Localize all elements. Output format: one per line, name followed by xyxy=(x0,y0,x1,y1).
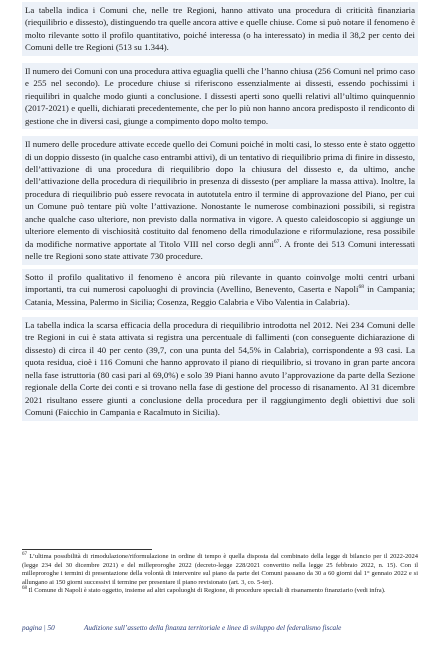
footnote-divider xyxy=(22,549,152,550)
footnote-68 xyxy=(22,587,418,596)
paragraph-3-text-a: Il numero delle procedure attivate eccede quello dei Comuni poiché in molti casi, lo stesso ente è stato oggetto di un doppio dissesto (in qualche caso entrambi attivi), di un tentativo di riequilibrio prima di finire in dissesto, dell’attivazione di una procedura di riequilibrio dopo la chiusura del dissesto e, da ultimo, anche dell’attivazione della procedura di riequilibrio in presenza di dissesto (per ampliare la massa attiva). Inoltre, la procedura di riequilibrio può essere revocata in autotutela entro il termine di approvazione del Piano, per cui un Comune può tentare più volte l’attivazione. Nonostante le numerose combinazioni possibili, si registra anche qualche caso ulteriore, non previsto dalla normativa in vigore. A questo caleidoscopio si aggiunge un ulteriore elemento di vischiosità costituito dal fenomeno della rimodulazione e riformulazione, resa possibile da modifiche normative apportate al Titolo VIII nel corso degli anni xyxy=(25,139,415,249)
footnotes xyxy=(22,549,418,596)
paragraph-3 xyxy=(22,136,418,265)
paragraph-4 xyxy=(22,269,418,310)
footnote-68-number: 68 xyxy=(22,585,27,591)
paragraph-5: La tabella indica la scarsa efficacia della procedura di riequilibrio introdotta nel 2012. Nei 234 Comuni delle tre Regioni in cui è stata attivata si registra una percentuale di fallimenti (con conseguente dichiarazione di dissesto) di circa il 40 per cento (39,7, con una punta del 54,5% in Calabria), corrispondente a 93 casi. La quota residua, cioè i 116 Comuni che hanno approvato il piano di riequilibrio, si trovano in gran parte ancora nella fase istruttoria (80 casi pari al 69,0%) e solo 39 Piani hanno avuto l’approvazione da parte della Sezione regionale della Corte dei conti e si trovano nella fase di gestione del processo di risanamento. Al 31 dicembre 2021 risultano essere giunti a conclusione della procedura per il raggiungimento degli obiettivi due soli Comuni (Faicchio in Campania e Racalmuto in Sicilia). xyxy=(22,317,418,421)
footnote-68-text: Il Comune di Napoli è stato oggetto, insieme ad altri capoluoghi di Regione, di procedure speciali di risanamento finanziario (vedi infra). xyxy=(27,587,386,594)
footer-title: Audizione sull’assetto della finanza territoriale e linee di sviluppo del federalismo fiscale xyxy=(84,624,342,632)
footnote-67-number: 67 xyxy=(22,551,27,557)
page-number: pagina | 50 xyxy=(22,624,55,632)
paragraph-4-text-a: Sotto il profilo qualitativo il fenomeno è ancora più rilevante in quanto coinvolge molti centri urbani importanti, tra cui numerosi capoluoghi di provincia (Avellino, Benevento, Caserta e Napoli xyxy=(25,271,415,295)
footnote-67-text: L’ultima possibilità di rimodulazione/riformulazione in ordine di tempo è quella disposta dal combinato della legge di bilancio per il 2022-2024 (legge 234 del 30 dicembre 2021) e del milleproroghe 2022 (decreto-legge 228/2021 convertito nella legge 25 febbraio 2022, n. 15). Con il milleproroghe i termini di presentazione della volontà di intervenire sul piano da parte dei Comuni passano da 30 a 60 giorni dal 1° gennaio 2022 e si allungano ai 150 giorni successivi il termine per presentare il piano revisionato (art. 3, co. 5-ter). xyxy=(22,553,418,586)
paragraph-3-text-b: . A fronte dei 513 Comuni interessati nelle tre Regioni sono state attivate 730 procedure. xyxy=(25,238,416,262)
footnote-67 xyxy=(22,553,418,587)
paragraph-2: Il numero dei Comuni con una procedura attiva eguaglia quelli che l’hanno chiusa (256 Comuni nel primo caso e 255 nel secondo). Le procedure chiuse si riferiscono essenzialmente ai dissesti, essendo pochissimi i riequilibri in qualche modo giunti a conclusione. I dissesti aperti sono quelli relativi all’ultimo quinquennio (2017-2021) e quelli, dichiarati precedentemente, che per lo più non hanno ancora predisposto il rendiconto di gestione che in diversi casi, giunge a compimento dopo molto tempo. xyxy=(22,63,418,129)
paragraph-1: La tabella indica i Comuni che, nelle tre Regioni, hanno attivato una procedura di criticità finanziaria (riequilibrio e dissesto), distinguendo tra quelle ancora attive e quelle chiuse. Come si può notare il fenomeno è molto rilevante sotto il profilo quantitativo, poiché interessa (o ha interessato) in media il 38,2 per cento dei Comuni delle tre Regioni (513 su 1.344). xyxy=(22,2,418,56)
footnote-ref-68[interactable]: 68 xyxy=(358,284,364,291)
body-text xyxy=(22,2,418,421)
footnote-ref-67[interactable]: 67 xyxy=(273,238,280,245)
paragraph-4-text-b: in Campania; Catania, Messina, Palermo in Sicilia; Cosenza, Reggio Calabria e Vibo Valentia in Calabria). xyxy=(25,284,416,307)
